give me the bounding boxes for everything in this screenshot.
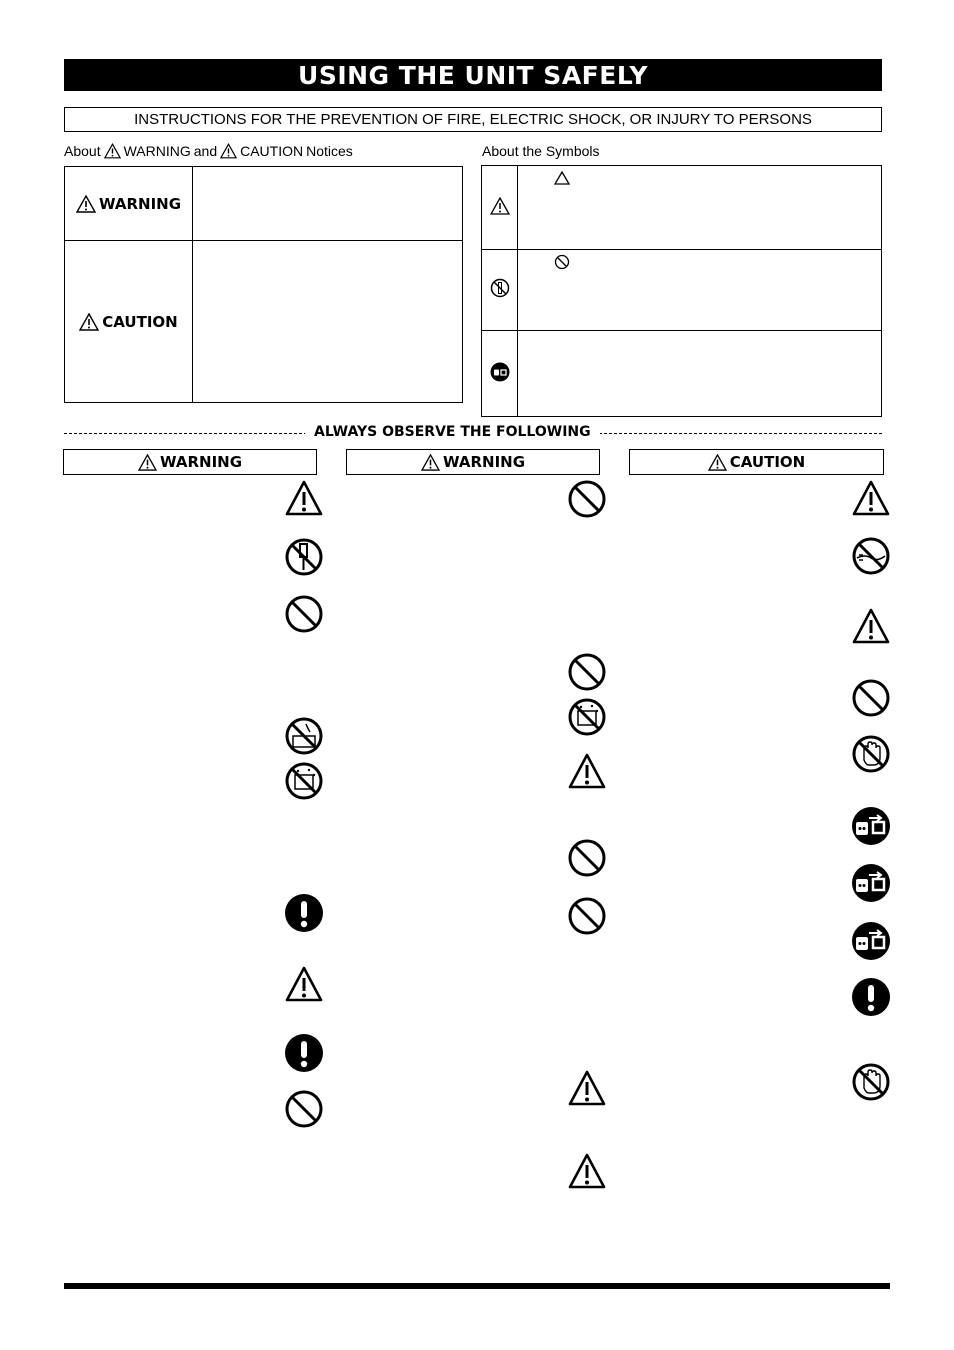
footer-rule <box>64 1283 890 1289</box>
prohibited-hand-icon <box>851 1062 891 1102</box>
warning-triangle-icon <box>567 1152 607 1192</box>
prohibited-hand-icon <box>851 734 891 774</box>
symbol-row-3-text <box>518 331 882 417</box>
prohibited-wet-icon <box>567 697 607 737</box>
column-header-1-label: WARNING <box>159 453 243 471</box>
warning-description <box>193 167 463 241</box>
warning-triangle-icon <box>851 607 891 647</box>
prohibited-outline-icon <box>554 254 570 270</box>
symbol-row-1-text <box>518 166 882 250</box>
prohibited-icon <box>284 1089 324 1129</box>
warning-label: WARNING <box>98 194 182 213</box>
prohibited-icon <box>567 838 607 878</box>
warning-triangle-icon <box>76 195 96 213</box>
column-header-2 <box>346 449 600 475</box>
mandatory-icon <box>284 893 324 933</box>
notices-heading <box>64 143 353 159</box>
prohibited-water-icon <box>284 716 324 756</box>
prohibited-disassemble-icon <box>490 278 510 298</box>
warning-triangle-icon <box>220 143 237 159</box>
caution-label: CAUTION <box>102 312 178 331</box>
unplug-icon <box>851 806 891 846</box>
subtitle-box: INSTRUCTIONS FOR THE PREVENTION OF FIRE, ELECTRIC SHOCK, OR INJURY TO PERSONS <box>64 107 882 132</box>
warning-cell <box>65 167 193 241</box>
warning-triangle-icon <box>284 965 324 1005</box>
prohibited-icon <box>567 652 607 692</box>
column-header-3 <box>629 449 884 475</box>
warning-triangle-icon <box>851 479 891 519</box>
mandatory-icon <box>851 977 891 1017</box>
prohibited-wet-icon <box>284 761 324 801</box>
symbol-row-2-icon-cell <box>482 250 518 331</box>
column-header-3-label: CAUTION <box>729 453 806 471</box>
warning-triangle-icon <box>567 1069 607 1109</box>
notices-table <box>64 166 463 403</box>
symbols-table <box>481 165 882 417</box>
prohibited-disassemble-icon <box>284 537 324 577</box>
column-header-1 <box>63 449 317 475</box>
warning-triangle-icon <box>708 454 727 471</box>
prohibited-icon <box>567 479 607 519</box>
unplug-icon <box>490 362 510 382</box>
notices-and: and <box>193 143 218 159</box>
prohibited-cord-icon <box>851 536 891 576</box>
notices-about: About <box>64 143 101 159</box>
warning-triangle-icon <box>567 752 607 792</box>
prohibited-icon <box>567 896 607 936</box>
unplug-icon <box>851 863 891 903</box>
symbol-row-3-icon-cell <box>482 331 518 417</box>
symbol-row-1-icon-cell <box>482 166 518 250</box>
prohibited-icon <box>284 594 324 634</box>
notices-word: Notices <box>306 143 353 159</box>
warning-triangle-icon <box>138 454 157 471</box>
notices-caution: CAUTION <box>240 143 304 159</box>
warning-triangle-icon <box>79 313 99 331</box>
observe-heading: ALWAYS OBSERVE THE FOLLOWING <box>305 424 600 440</box>
unplug-icon <box>851 921 891 961</box>
triangle-outline-icon <box>554 171 570 185</box>
warning-triangle-icon <box>490 197 510 215</box>
page-title: USING THE UNIT SAFELY <box>64 59 882 91</box>
prohibited-icon <box>851 678 891 718</box>
column-header-2-label: WARNING <box>442 453 526 471</box>
caution-cell <box>65 241 193 403</box>
mandatory-icon <box>284 1033 324 1073</box>
warning-triangle-icon <box>421 454 440 471</box>
symbols-heading: About the Symbols <box>482 143 600 159</box>
caution-description <box>193 241 463 403</box>
notices-warning: WARNING <box>123 143 191 159</box>
warning-triangle-icon <box>284 479 324 519</box>
symbol-row-2-text <box>518 250 882 331</box>
warning-triangle-icon <box>104 143 121 159</box>
